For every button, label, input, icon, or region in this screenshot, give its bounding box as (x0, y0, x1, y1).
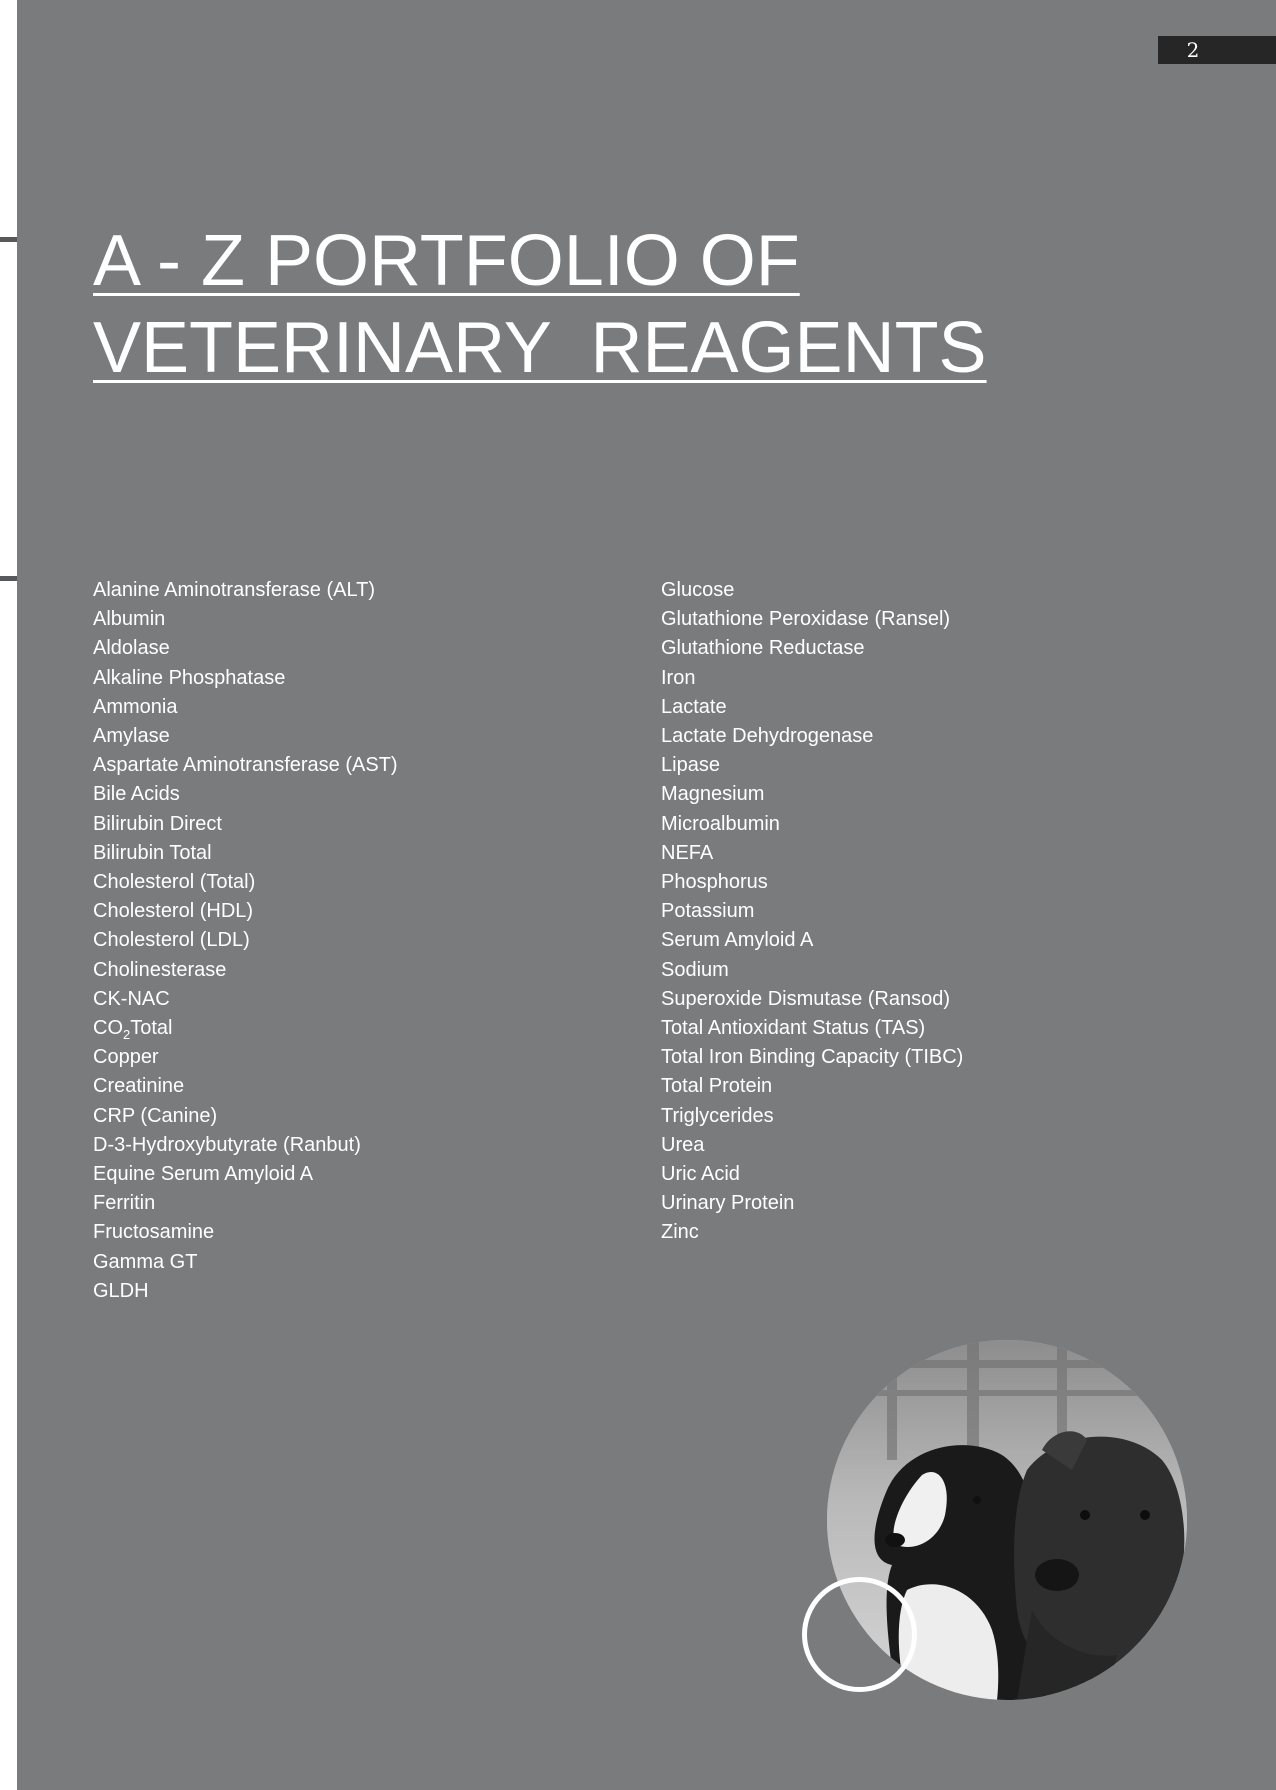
reagent-item: Creatinine (93, 1075, 185, 1098)
reagent-item: Total Iron Binding Capacity (TIBC) (661, 1046, 964, 1069)
reagent-item: Superoxide Dismutase (Ransod) (661, 987, 951, 1010)
reagent-item: GLDH (93, 1279, 149, 1302)
reagent-item: Zinc (661, 1221, 699, 1244)
page (17, 0, 1276, 1790)
reagent-item: Bile Acids (93, 783, 180, 806)
reagent-item: Ferritin (93, 1192, 156, 1215)
reagent-item: Fructosamine (93, 1221, 215, 1244)
reagent-item: Magnesium (661, 783, 765, 806)
page-title (93, 218, 987, 392)
reagent-item: Iron (661, 666, 696, 689)
reagent-item: D-3-Hydroxybutyrate (Ranbut) (93, 1133, 361, 1156)
reagent-item: Lactate (661, 695, 727, 718)
reagent-list-left (93, 576, 398, 1306)
page-number: 2 (1186, 38, 1200, 62)
edge-tick-top (0, 237, 17, 242)
reagent-item: Bilirubin Total (93, 841, 212, 864)
title-line-1: A - Z PORTFOLIO OF (93, 221, 800, 301)
reagent-item: Urea (661, 1133, 705, 1156)
page-number-box (1158, 36, 1276, 64)
reagent-list-right (661, 576, 963, 1248)
reagent-item: Copper (93, 1046, 159, 1069)
reagent-item: Urinary Protein (661, 1192, 795, 1215)
reagent-item: NEFA (661, 841, 714, 864)
reagent-item: Cholesterol (LDL) (93, 929, 250, 952)
reagent-item: Lactate Dehydrogenase (661, 725, 874, 748)
reagent-item: Glutathione Reductase (661, 637, 865, 660)
reagent-item: Cholinesterase (93, 958, 227, 981)
reagent-item: CRP (Canine) (93, 1104, 218, 1127)
decorative-ring (802, 1577, 917, 1692)
reagent-item: Glutathione Peroxidase (Ransel) (661, 608, 951, 631)
reagent-item: Total Protein (661, 1075, 773, 1098)
reagent-item: Glucose (661, 579, 735, 601)
reagent-item: $CO_2Total$ (93, 1017, 173, 1043)
reagent-item: Gamma GT (93, 1250, 198, 1273)
reagent-item: Bilirubin Direct (93, 812, 222, 835)
reagent-item: Alkaline Phosphatase (93, 666, 286, 689)
reagent-item: Uric Acid (661, 1163, 740, 1186)
reagent-item: Aldolase (93, 637, 170, 660)
reagent-item: Equine Serum Amyloid A (93, 1163, 314, 1186)
reagent-item: Phosphorus (661, 871, 768, 894)
reagent-item: Amylase (93, 725, 170, 748)
reagent-item: Triglycerides (661, 1104, 774, 1127)
reagent-item: Aspartate Aminotransferase (AST) (93, 754, 398, 777)
reagent-item: Serum Amyloid A (661, 929, 814, 952)
reagent-item: Microalbumin (661, 812, 780, 835)
reagent-item: Albumin (93, 608, 166, 631)
reagent-item: Sodium (661, 958, 729, 981)
edge-tick-bottom (0, 576, 17, 581)
reagent-item: Lipase (661, 754, 720, 777)
reagent-item: Cholesterol (Total) (93, 871, 256, 894)
reagent-item: CK-NAC (93, 987, 170, 1010)
reagent-item: Ammonia (93, 695, 178, 718)
title-line-2: VETERINARY REAGENTS (93, 308, 987, 388)
reagent-item: Cholesterol (HDL) (93, 900, 254, 923)
reagent-item: Total Antioxidant Status (TAS) (661, 1017, 926, 1040)
reagent-item: Alanine Aminotransferase (ALT) (93, 579, 375, 601)
reagent-item: Potassium (661, 900, 755, 923)
